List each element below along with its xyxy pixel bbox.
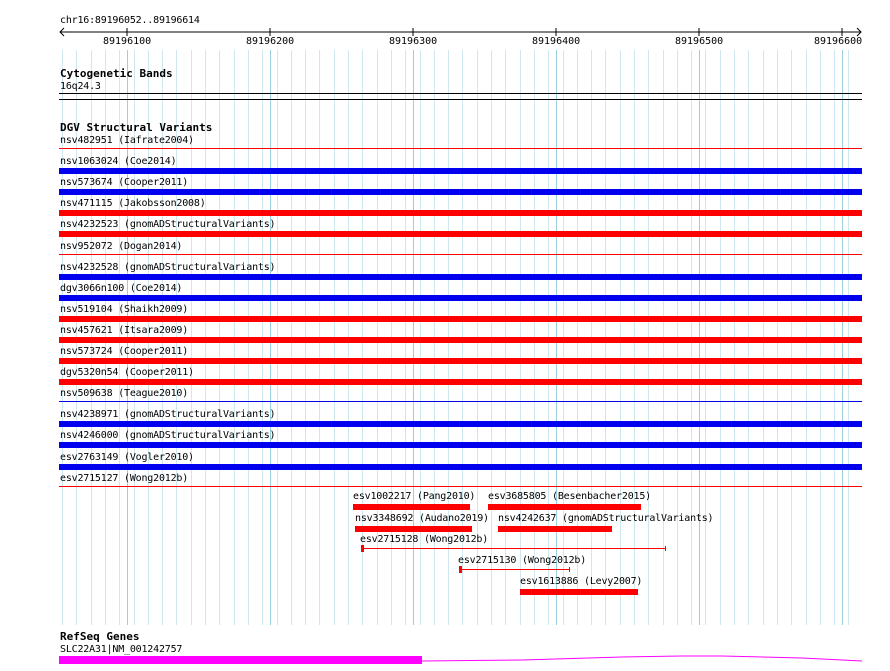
variant-bar[interactable] (59, 254, 862, 255)
ruler-tick-label: 89196200 (246, 36, 295, 47)
cytoband-track-title[interactable]: Cytogenetic Bands (60, 67, 173, 80)
variant-bar[interactable] (59, 148, 862, 149)
variant-bar[interactable] (59, 231, 862, 237)
variant-label[interactable]: nsv519104 (Shaikh2009) (60, 304, 189, 315)
variant-label[interactable]: esv2715128 (Wong2012b) (360, 534, 489, 545)
dgv-track-title[interactable]: DGV Structural Variants (60, 121, 213, 134)
ruler-tick-label: 89196600 (814, 36, 863, 47)
variant-label[interactable]: nsv4232528 (gnomADStructuralVariants) (60, 262, 276, 273)
variant-bar[interactable] (59, 337, 862, 343)
cytoband-bar-top (59, 93, 862, 94)
variant-bar[interactable] (59, 358, 862, 364)
variant-bar[interactable] (59, 316, 862, 322)
variant-label[interactable]: nsv471115 (Jakobsson2008) (60, 198, 206, 209)
variant-label[interactable]: esv2715130 (Wong2012b) (458, 555, 587, 566)
refseq-track-title[interactable]: RefSeq Genes (60, 630, 140, 643)
variant-bar[interactable] (353, 504, 470, 510)
gene-exon[interactable] (59, 656, 422, 664)
variant-label[interactable]: nsv482951 (Iafrate2004) (60, 135, 194, 146)
variant-label[interactable]: nsv573724 (Cooper2011) (60, 346, 189, 357)
variant-label[interactable]: nsv3348692 (Audano2019) (355, 513, 489, 524)
variant-label[interactable]: nsv457621 (Itsara2009) (60, 325, 189, 336)
variant-label[interactable]: esv1613886 (Levy2007) (520, 576, 643, 587)
variant-label[interactable]: nsv4246000 (gnomADStructuralVariants) (60, 430, 276, 441)
variant-label[interactable]: dgv3066n100 (Coe2014) (60, 283, 183, 294)
variant-label[interactable]: nsv4238971 (gnomADStructuralVariants) (60, 409, 276, 420)
gene-intron-line (422, 656, 862, 661)
variant-span[interactable] (361, 545, 666, 552)
ruler-tick-label: 89196500 (675, 36, 724, 47)
cytoband-bar-bottom (59, 99, 862, 100)
variant-bar[interactable] (59, 274, 862, 280)
ruler-tick-label: 89196400 (532, 36, 581, 47)
variant-bar[interactable] (59, 442, 862, 448)
variant-bar[interactable] (59, 295, 862, 301)
variant-label[interactable]: nsv952072 (Dogan2014) (60, 241, 183, 252)
variant-bar[interactable] (59, 401, 862, 402)
variant-bar[interactable] (59, 210, 862, 216)
variant-label[interactable]: nsv573674 (Cooper2011) (60, 177, 189, 188)
variant-label[interactable]: esv3685805 (Besenbacher2015) (488, 491, 651, 502)
variant-label[interactable]: nsv4242637 (gnomADStructuralVariants) (498, 513, 714, 524)
variant-label[interactable]: nsv1063024 (Coe2014) (60, 156, 177, 167)
ruler-tick-label: 89196300 (389, 36, 438, 47)
variant-bar[interactable] (355, 526, 472, 532)
variant-bar[interactable] (59, 168, 862, 174)
variant-label[interactable]: esv2763149 (Vogler2010) (60, 452, 194, 463)
variant-label[interactable]: dgv5320n54 (Cooper2011) (60, 367, 194, 378)
variant-bar[interactable] (59, 421, 862, 427)
cytoband-label: 16q24.3 (60, 81, 101, 92)
variant-bar[interactable] (498, 526, 612, 532)
variant-label[interactable]: esv2715127 (Wong2012b) (60, 473, 189, 484)
variant-bar[interactable] (59, 464, 862, 470)
variant-bar[interactable] (59, 379, 862, 385)
variant-bar[interactable] (59, 486, 862, 487)
variant-label[interactable]: esv1002217 (Pang2010) (353, 491, 476, 502)
location-label: chr16:89196052..89196614 (60, 15, 200, 26)
variant-label[interactable]: nsv4232523 (gnomADStructuralVariants) (60, 219, 276, 230)
variant-bar[interactable] (488, 504, 641, 510)
ruler-scale (58, 26, 864, 44)
ruler-tick-label: 89196100 (103, 36, 152, 47)
variant-label[interactable]: nsv509638 (Teague2010) (60, 388, 189, 399)
variant-bar[interactable] (520, 589, 638, 595)
gene-intron (422, 652, 862, 666)
variant-bar[interactable] (59, 189, 862, 195)
variant-span[interactable] (459, 566, 570, 573)
gene-label[interactable]: SLC22A31|NM_001242757 (60, 644, 183, 655)
